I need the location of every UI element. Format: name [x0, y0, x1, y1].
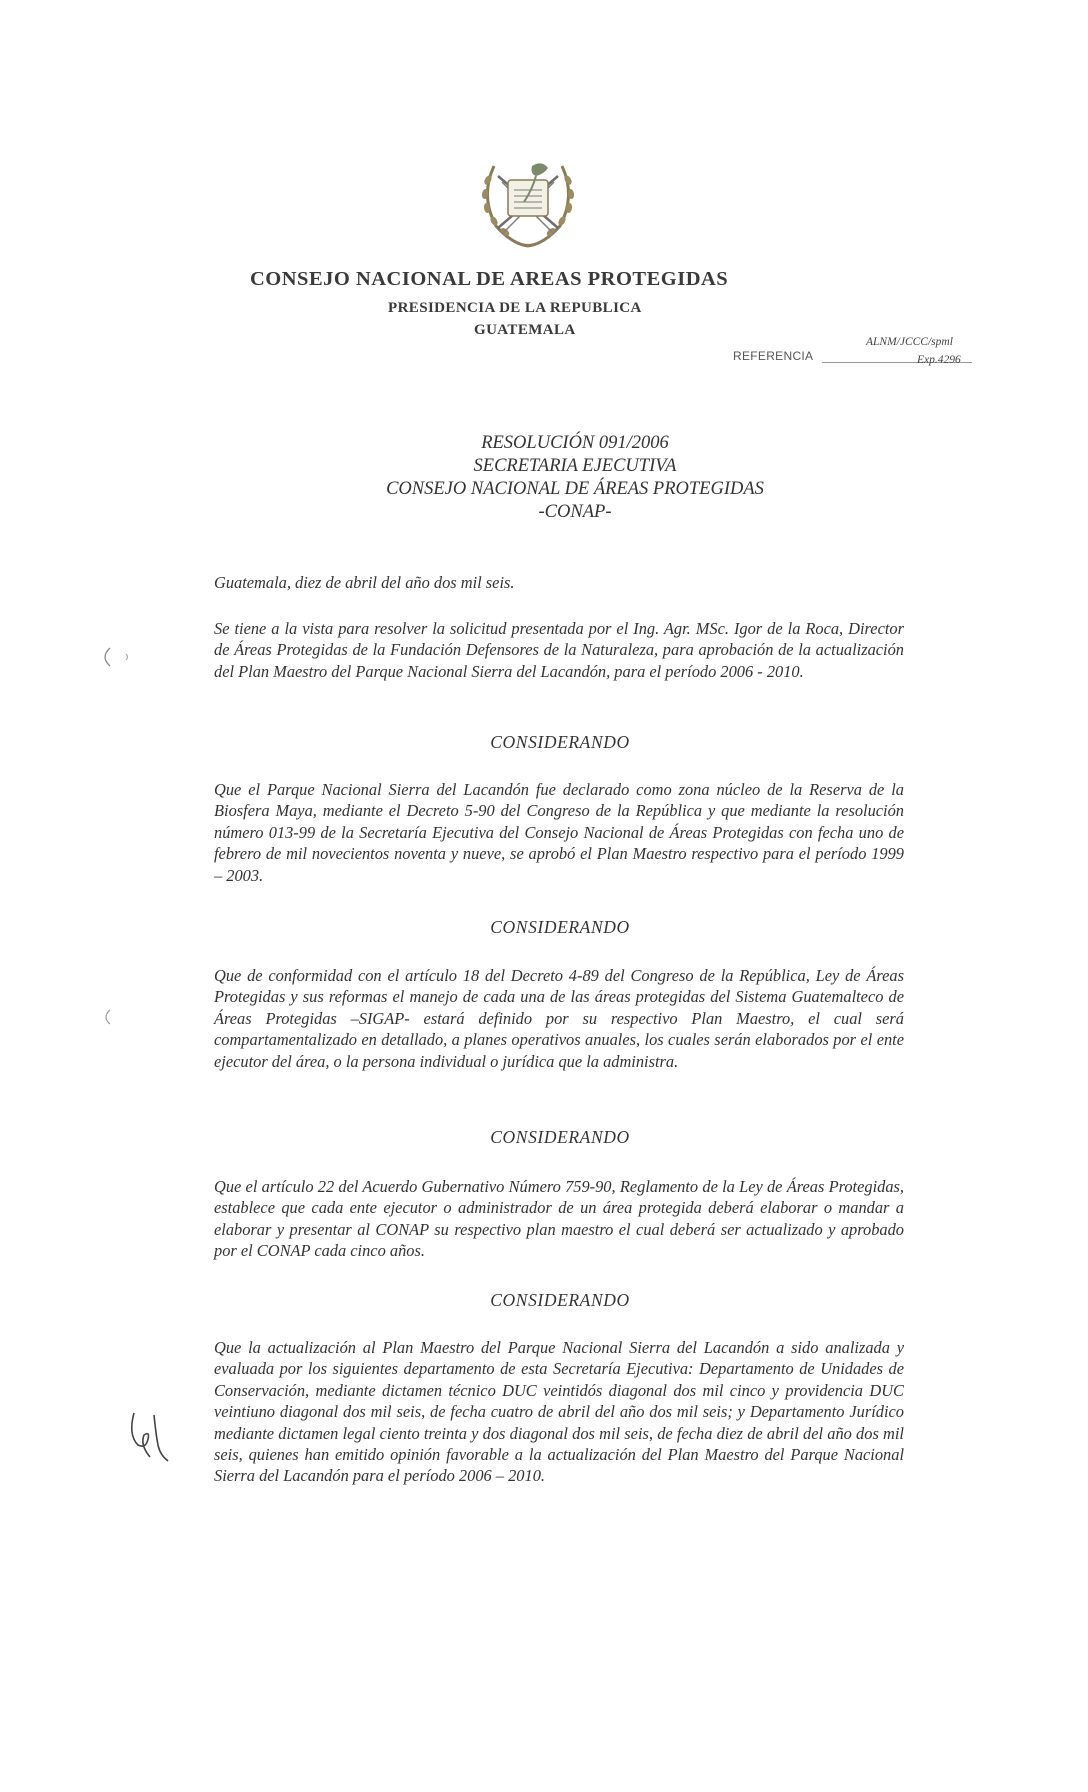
organization-name: CONSEJO NACIONAL DE AREAS PROTEGIDAS	[250, 268, 729, 290]
considerando-heading: CONSIDERANDO	[490, 732, 630, 752]
considerando-paragraph: Que el Parque Nacional Sierra del Lacandón fue declarado como zona núcleo de la Reserva de la Biosfera Maya, mediante el Decreto 5-90 del Congreso de la República y que mediante la resolución número 013-99 de la Secretaría Ejecutiva del Consejo Nacional de Áreas Protegidas con fecha uno de febrero de mil novecientos noventa y nueve, se aprobó el Plan Maestro respectivo para el período 1999 – 2003.	[214, 780, 904, 885]
resolution-title-block	[250, 432, 900, 524]
punch-hole-mark	[98, 1004, 138, 1030]
resolution-consejo: CONSEJO NACIONAL DE ÁREAS PROTEGIDAS	[386, 479, 764, 499]
resolution-acronym: -CONAP-	[538, 502, 612, 522]
punch-hole-mark	[96, 644, 136, 670]
resolution-secretaria: SECRETARIA EJECUTIVA	[473, 456, 677, 476]
considerando-heading: CONSIDERANDO	[490, 1290, 630, 1310]
considerando-heading: CONSIDERANDO	[490, 1127, 630, 1147]
reference-label: REFERENCIA	[733, 349, 814, 363]
considerando-heading: CONSIDERANDO	[490, 917, 630, 937]
resolution-number: RESOLUCIÓN 091/2006	[481, 433, 669, 453]
considerando-paragraph: Que de conformidad con el artículo 18 del Decreto 4-89 del Congreso de la República, Ley de Áreas Protegidas y sus reformas el manejo de cada una de las áreas protegidas del Sistema Guatemalteco de Áreas Protegidas –SIGAP- estará definido por su respectivo Plan Maestro, el cual será compartamentalizado en detallado, a planes operativos anuales, los cuales serán elaborados por el ente ejecutor del área, o la persona individual o jurídica que la administra.	[214, 966, 904, 1071]
intro-paragraph: Se tiene a la vista para resolver la solicitud presentada por el Ing. Agr. MSc. Igor de la Roca, Director de Áreas Protegidas de la Fundación Defensores de la Naturaleza, para aprobación de la actualización del Plan Maestro del Parque Nacional Sierra del Lacandón, para el período 2006 - 2010.	[214, 619, 904, 681]
considerando-paragraph: Que la actualización al Plan Maestro del Parque Nacional Sierra del Lacandón a sido analizada y evaluada por los siguientes departamento de esta Secretaría Ejecutiva: Departamento de Unidades de Conservación, mediante dictamen técnico DUC veintidós diagonal dos mil cinco y providencia DUC veintiuno diagonal dos mil seis, de fecha cuatro de abril del año dos mil seis; y Departamento Jurídico mediante dictamen legal ciento treinta y dos diagonal dos mil seis, de fecha diez de abril del año dos mil seis, quienes han emitido opinión favorable a la actualización del Plan Maestro del Parque Nacional Sierra del Lacandón para el período 2006 – 2010.	[214, 1338, 904, 1486]
reference-code: ALNM/JCCC/spml	[866, 336, 953, 348]
organization-city: GUATEMALA	[474, 322, 576, 338]
considerando-paragraph: Que el artículo 22 del Acuerdo Gubernativo Número 759-90, Reglamento de la Ley de Áreas Protegidas, establece que cada ente ejecutor o administrador de un área protegida deberá elaborar o mandar a elaborar y presentar al CONAP su respectivo plan maestro el cual deberá ser actualizado y aprobado por el CONAP cada cinco años.	[214, 1177, 904, 1261]
reference-expediente: Exp.4296	[917, 354, 961, 366]
organization-subtitle: PRESIDENCIA DE LA REPUBLICA	[388, 300, 642, 316]
handwritten-initial-mark	[124, 1405, 184, 1465]
coat-of-arms-emblem	[472, 146, 584, 254]
date-line: Guatemala, diez de abril del año dos mil seis.	[214, 573, 515, 592]
